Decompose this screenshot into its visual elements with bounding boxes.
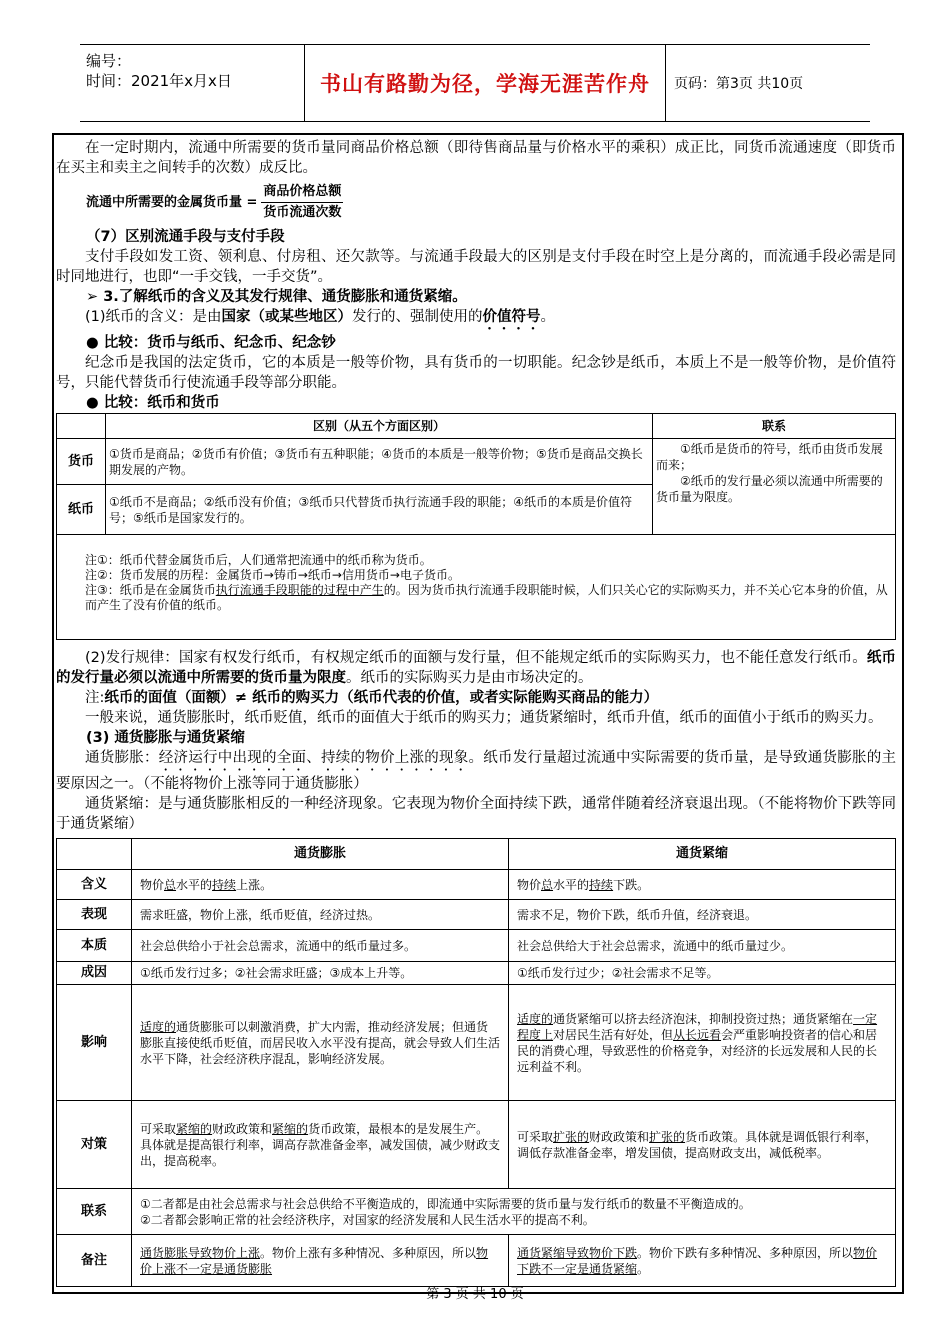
table-row	[57, 414, 896, 439]
text-run-underline: 扩张的	[553, 1129, 590, 1144]
text-run: 财政政策和	[212, 1121, 273, 1136]
table-row	[57, 962, 896, 985]
bullet-heading: ● 比较：纸币和货币	[86, 395, 220, 411]
text-run-bold: 国家（或某些地区）	[221, 309, 353, 325]
paragraph: 通货紧缩：是与通货膨胀相反的一种经济现象。它表现为物价全面持续下跌，通常伴随着经济衰退出现。（不能将物价下跌等同于通货紧缩）	[56, 796, 896, 832]
text-run: 水平的	[176, 877, 213, 892]
row-header: 影响	[57, 985, 132, 1101]
table-row	[57, 870, 896, 900]
text-run-underline: 通货紧缩导致物价下跌	[517, 1245, 638, 1260]
paragraph: 在一定时期内，流通中所需要的货币量同商品价格总额（即待售商品量与价格水平的乘积）成正比，同货币流通速度（即货币在买主和卖主之间转手的次数）成反比。	[56, 140, 896, 176]
formula-denominator: 货币流通次数	[263, 205, 342, 220]
text-run: 发行的、强制使用的	[352, 309, 483, 325]
column-header-diff: 区别（从五个方面区别）	[106, 414, 653, 439]
column-header-inflation: 通货膨胀	[132, 839, 509, 870]
text-run: 可采取	[517, 1129, 554, 1144]
table-cell	[132, 1189, 896, 1235]
note-line: 注①：纸币代替金属货币后，人们通常把流通中的纸币称为货币。	[85, 553, 432, 567]
money-formula	[86, 182, 896, 223]
main-content	[56, 138, 896, 1287]
doc-id-label: 编号：	[86, 52, 132, 70]
text-run: 通货紧缩可以挤去经济泡沫，抑制投资过热；通货紧缩在	[553, 1011, 854, 1026]
text-run-underline: 执行流通手段职能的过程中产生	[215, 583, 384, 597]
row-header: 备注	[57, 1235, 132, 1287]
text-run-bold: 纸币的发行量必须以流通中所需要的货币量为限度	[56, 650, 896, 686]
text-run: 上涨。	[236, 877, 273, 892]
text-run: 财政政策和	[589, 1129, 650, 1144]
text-run: 货币政策，最根本的是发展生产。具体就是提高银行利率，调高存款准备金率，减发国债，减少财政支出，提高税率。	[140, 1121, 501, 1168]
text-run: 下跌。	[613, 877, 650, 892]
table-row	[57, 839, 896, 870]
text-run-underline: 物价下跌不一定是通货紧缩	[517, 1245, 878, 1276]
text-run: 水平的	[553, 877, 590, 892]
formula-numerator: 商品价格总额	[261, 182, 343, 203]
table-cell	[132, 985, 509, 1101]
doc-time-label: 时间：2021年x月x日	[86, 72, 232, 90]
text-run-underline: 物价上涨不一定是通货膨胀	[140, 1245, 489, 1276]
text-run-underline: 持续	[589, 877, 614, 892]
text-run: (2)发行规律：国家有权发行纸币，有权规定纸币的面额与发行量，但不能规定纸币的实际购买力，也不能任意发行纸币。	[85, 650, 867, 666]
text-run-underline: 适度的	[517, 1011, 554, 1026]
table-row	[57, 930, 896, 962]
bullet-heading: ● 比较：货币与纸币、纪念币、纪念钞	[86, 335, 336, 351]
text-run: 物价	[517, 877, 542, 892]
text-run-underline: 适度的	[140, 1019, 177, 1034]
table-cell	[509, 1235, 896, 1287]
table-row	[57, 985, 896, 1101]
header-meta	[80, 45, 305, 121]
table-row	[57, 1101, 896, 1189]
row-header: 表现	[57, 900, 132, 930]
link-item: ①二者都是由社会总需求与社会总供给不平衡造成的，即流通中实际需要的货币量与发行纸币的数量不平衡造成的。	[140, 1196, 751, 1211]
row-header: 纸币	[57, 485, 106, 535]
table-row	[57, 1189, 896, 1235]
note-line	[85, 583, 889, 613]
table-corner	[57, 839, 132, 870]
table-cell-link	[653, 439, 896, 535]
text-run: 货币政策。具体就是调低银行利率，调低存款准备金率，增发国债，提高财政支出，减低税率。	[517, 1129, 878, 1160]
table-cell	[509, 870, 896, 900]
text-run: 。物价下跌有多种情况、多种原因，所以	[637, 1245, 854, 1260]
text-run: 的。因为货币执行流通手段职能时候，人们只关心它的实际购买力，并不关心它本身的价值，从而产生了没有价值的纸币。	[85, 583, 888, 612]
formula-fraction	[261, 182, 343, 223]
section-heading: （7）区别流通手段与支付手段	[86, 229, 285, 245]
note-line: 注②：货币发展的历程：金属货币→铸币→纸币→信用货币→电子货币。	[85, 568, 460, 582]
text-run-underline: 一定程度上	[517, 1011, 878, 1042]
formula-left: 流通中所需要的金属货币量 =	[86, 194, 258, 210]
table-cell: ①纸币发行过多；②社会需求旺盛；③成本上升等。	[132, 962, 509, 985]
text-run-underline: 通货膨胀导致物价上涨	[140, 1245, 261, 1260]
text-run: 物价	[140, 877, 165, 892]
table-cell: 需求旺盛，物价上涨，纸币贬值，经济过热。	[132, 900, 509, 930]
text-run-underline: 总	[164, 877, 177, 892]
row-header: 本质	[57, 930, 132, 962]
row-header: 对策	[57, 1101, 132, 1189]
notes-box	[56, 535, 896, 640]
text-run-bold: 纸币的面值（面额）≠ 纸币的购买力（纸币代表的价值，或者实际能购买商品的能力）	[104, 690, 659, 706]
table-cell	[132, 1235, 509, 1287]
text-run-emphasis: 价值符号	[482, 309, 541, 325]
text-run: 。	[540, 309, 556, 325]
paragraph: 纪念币是我国的法定货币，它的本质是一般等价物，具有货币的一切职能。纪念钞是纸币，本质上不是一般等价物，是价值符号，只能代替货币行使流通手段等部分职能。	[56, 355, 896, 391]
row-header: 含义	[57, 870, 132, 900]
paragraph	[56, 688, 896, 708]
table-cell: 需求不足，物价下跌，纸币升值，经济衰退。	[509, 900, 896, 930]
paragraph	[56, 307, 896, 333]
text-run: 。纸币发行量超过流通中实际需要的货币量，是导致通货膨胀的主要原因之一。（不能将物价上涨等同于通货膨胀）	[56, 750, 896, 792]
table-cell	[132, 870, 509, 900]
header-motto: 书山有路勤为径，学海无涯苦作舟	[305, 45, 666, 121]
table-cell	[132, 1101, 509, 1189]
table-row	[57, 439, 896, 485]
text-run: 通货膨胀：	[85, 750, 159, 766]
text-run: 可采取	[140, 1121, 177, 1136]
table-row	[57, 1235, 896, 1287]
text-run-emphasis: 经济运行中出现的全面、持续的物价上涨的现象	[158, 750, 469, 766]
table-corner	[57, 414, 106, 439]
section-heading: ➢ 3.了解纸币的含义及其发行规律、通货膨胀和通货紧缩。	[86, 289, 467, 305]
text-run: 。	[637, 1261, 650, 1276]
table-cell	[509, 985, 896, 1101]
text-run-underline: 总	[541, 877, 554, 892]
text-run: (1)纸币的含义：是由	[85, 309, 222, 325]
paragraph	[56, 648, 896, 688]
text-run-underline: 持续	[212, 877, 237, 892]
text-run-underline: 扩张的	[649, 1129, 686, 1144]
section-heading: (3) 通货膨胀与通货紧缩	[86, 730, 245, 746]
table-cell: ①货币是商品；②货币有价值；③货币有五种职能；④货币的本质是一般等价物；⑤货币是商品交换长期发展的产物。	[106, 439, 653, 485]
row-header: 货币	[57, 439, 106, 485]
text-run: 。物价上涨有多种情况、多种原因，所以	[260, 1245, 477, 1260]
text-run-underline: 紧缩的	[176, 1121, 213, 1136]
text-run: 对居民生活有好处，但	[553, 1027, 674, 1042]
page-header	[80, 44, 870, 122]
text-run-underline: 紧缩的	[272, 1121, 309, 1136]
table-cell: 社会总供给小于社会总需求，流通中的纸币量过多。	[132, 930, 509, 962]
text-run: 。纸币的实际购买力是由市场决定的。	[346, 670, 593, 686]
text-run: 会严重影响投资者的信心和居民的消费心理，导致恶性的价格竞争，对经济的长远发展和人民的长远利益不利。	[517, 1027, 878, 1074]
table-cell	[509, 1101, 896, 1189]
paragraph: 支付手段如发工资、领利息、付房租、还欠款等。与流通手段最大的区别是支付手段在时空上是分离的，而流通手段必需是同时同地进行，也即“一手交钱，一手交货”。	[56, 249, 896, 285]
header-page-info: 页码：第3页 共10页	[674, 76, 804, 92]
paragraph	[56, 748, 896, 794]
text-run: 通货膨胀可以刺激消费，扩大内需，推动经济发展；但通货膨胀直接使纸币贬值，而居民收入水平没有提高，就会导致人们生活水平下降，社会经济秩序混乱，影响经济发展。	[140, 1019, 501, 1066]
table-cell: ①纸币发行过少；②社会需求不足等。	[509, 962, 896, 985]
link-item: ②二者都会影响正常的社会经济秩序，对国家的经济发展和人民生活水平的提高不利。	[140, 1212, 595, 1227]
table-cell: ①纸币不是商品；②纸币没有价值；③纸币只代替货币执行流通手段的职能；④纸币的本质是价值符号；⑤纸币是国家发行的。	[106, 485, 653, 535]
text-run: 注:	[85, 690, 105, 706]
money-comparison-table	[56, 413, 896, 535]
table-cell: 社会总供给大于社会总需求，流通中的纸币量过少。	[509, 930, 896, 962]
text-run: 注③：纸币是在金属货币	[85, 583, 216, 597]
link-item: ①纸币是货币的符号，纸币由货币发展而来；	[656, 442, 883, 472]
row-header: 联系	[57, 1189, 132, 1235]
text-run-underline: 从长远看	[673, 1027, 722, 1042]
page-footer: 第 3 页 共 10 页	[426, 1287, 524, 1302]
table-row	[57, 900, 896, 930]
link-item: ②纸币的发行量必须以流通中所需要的货币量为限度。	[656, 474, 883, 504]
column-header-deflation: 通货紧缩	[509, 839, 896, 870]
inflation-deflation-table	[56, 838, 896, 1287]
row-header: 成因	[57, 962, 132, 985]
paragraph: 一般来说，通货膨胀时，纸币贬值，纸币的面值大于纸币的购买力；通货紧缩时，纸币升值，纸币的面值小于纸币的购买力。	[85, 710, 883, 726]
column-header-link: 联系	[653, 414, 896, 439]
